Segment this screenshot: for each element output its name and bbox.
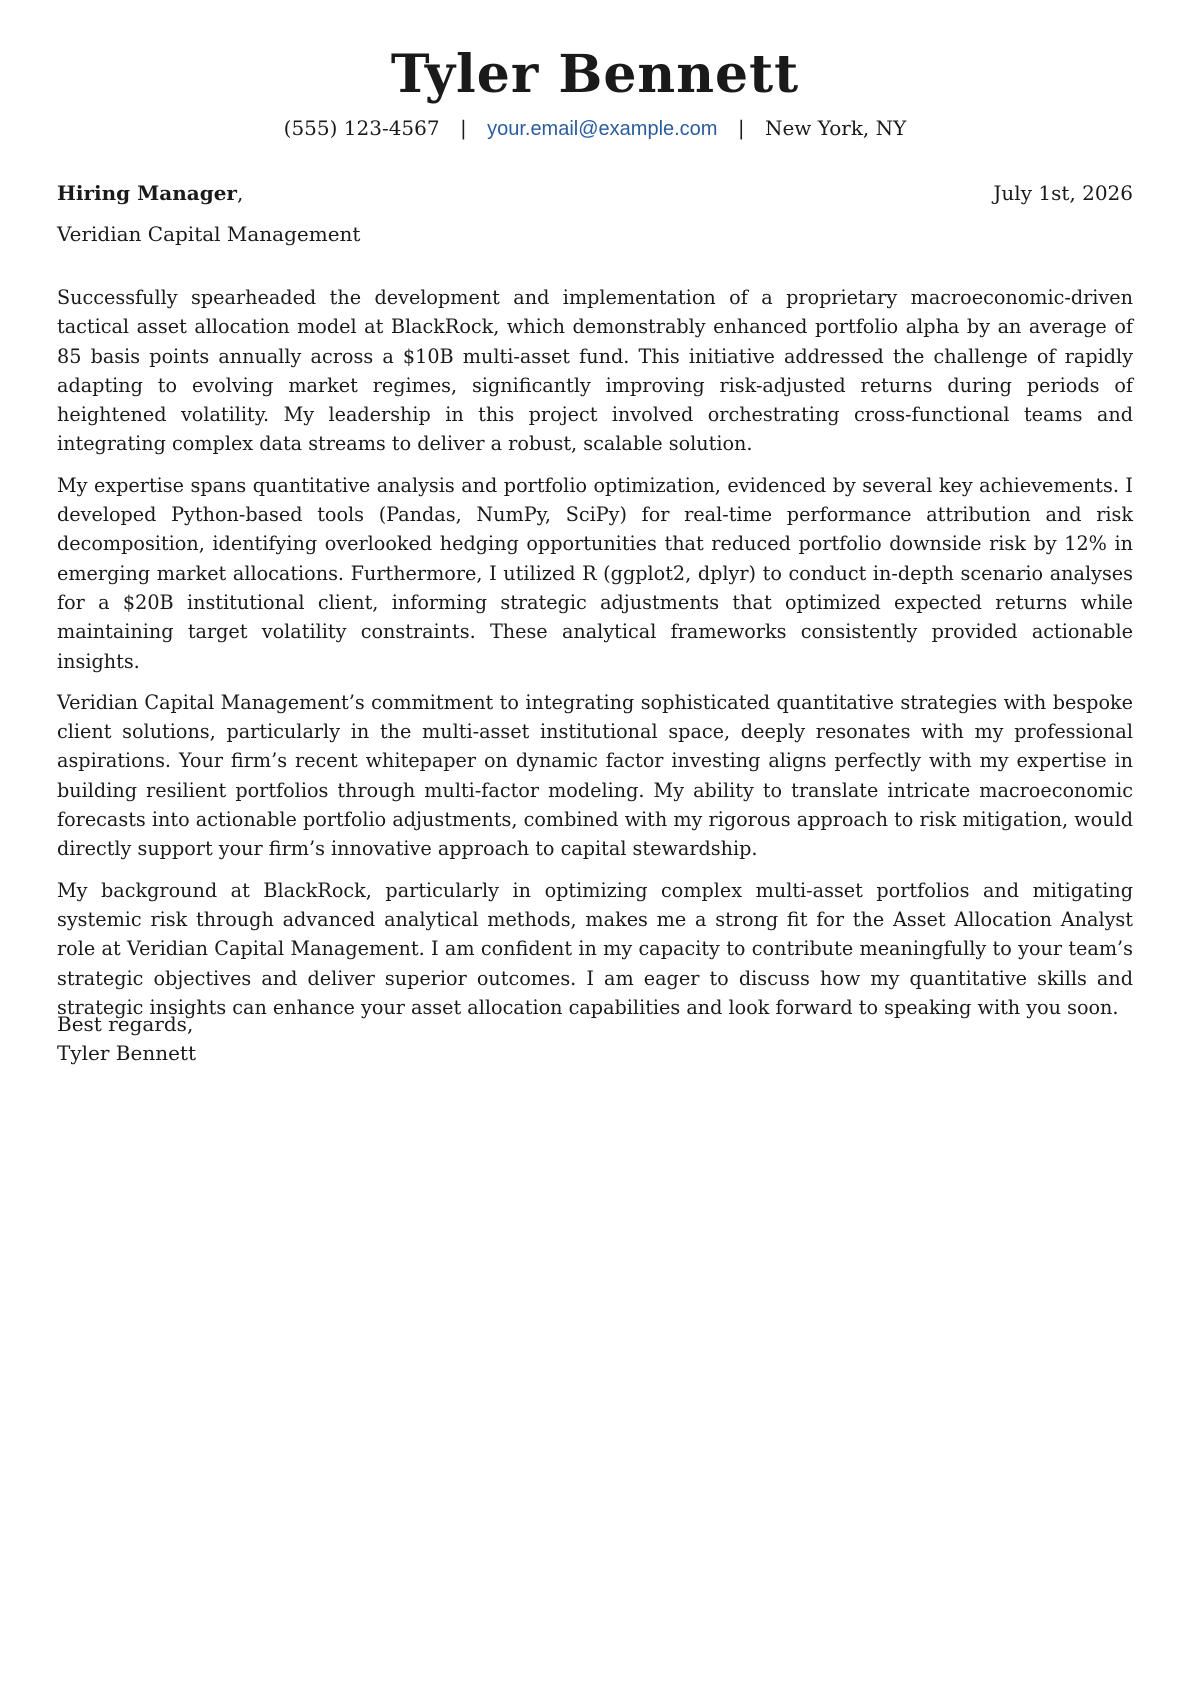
contact-separator: | [737, 116, 745, 140]
body-paragraph: Successfully spearheaded the development and implementation of a proprietary macroeconomic-driven tactical asset allocation model at BlackRock, which demonstrably enhanced portfolio alpha by an average of 85 basis points annually across a $10B multi-asset fund. This initiative addressed the challenge of rapidly adapting to evolving market regimes, significantly improving risk-adjusted returns during periods of heightened volatility. My leadership in this project involved orchestrating cross-functional teams and integrating complex data streams to deliver a robust, scalable solution. [57, 286, 1133, 456]
body-paragraph: My expertise spans quantitative analysis and portfolio optimization, evidenced by several key achievements. I developed Python-based tools (Pandas, NumPy, SciPy) for real-time performance attribution and risk decomposition, identifying overlooked hedging opportunities that reduced portfolio downside risk by 12% in emerging market allocations. Furthermore, I utilized R (ggplot2, dplyr) to conduct in-depth scenario analyses for a $20B institutional client, informing strategic adjustments that optimized expected returns while maintaining target volatility constraints. These analytical frameworks consistently provided actionable insights. [57, 473, 1133, 673]
contact-line [57, 114, 1133, 143]
closing-salutation: Best regards, [57, 1012, 194, 1036]
cover-letter-page [57, 0, 1133, 1683]
phone-number: (555) 123-4567 [283, 116, 440, 140]
email-link[interactable]: your.email@example.com [487, 118, 718, 140]
letter-date: July 1st, 2026 [993, 181, 1133, 205]
letter-body [57, 283, 1133, 1034]
location: New York, NY [764, 116, 907, 140]
recipient-row [57, 179, 1133, 207]
body-paragraph: Veridian Capital Management’s commitment to integrating sophisticated quantitative strategies with bespoke client solutions, particularly in the multi-asset institutional space, deeply resonates with my professional aspirations. Your firm’s recent whitepaper on dynamic factor investing aligns perfectly with my expertise in building resilient portfolios through multi-factor modeling. My ability to translate intricate macroeconomic forecasts into actionable portfolio adjustments, combined with my rigorous approach to risk mitigation, would directly support your firm’s innovative approach to capital stewardship. [57, 690, 1133, 861]
recipient-name: Hiring Manager [57, 181, 237, 205]
recipient-comma: , [236, 181, 244, 205]
signature: Tyler Bennett [57, 1041, 196, 1065]
contact-separator: | [459, 116, 467, 140]
applicant-name: Tyler Bennett [390, 44, 800, 105]
closing-block [57, 1010, 196, 1068]
recipient-company: Veridian Capital Management [57, 222, 361, 246]
body-paragraph: My background at BlackRock, particularly in optimizing complex multi-asset portfolios and mitigating systemic risk through advanced analytical methods, makes me a strong fit for the Asset Allocation Analyst role at Veridian Capital Management. I am confident in my capacity to contribute meaningfully to your team’s strategic objectives and deliver superior outcomes. I am eager to discuss how my quantitative skills and strategic insights can enhance your asset allocation capabilities and look forward to speaking with you soon. [57, 878, 1133, 1019]
